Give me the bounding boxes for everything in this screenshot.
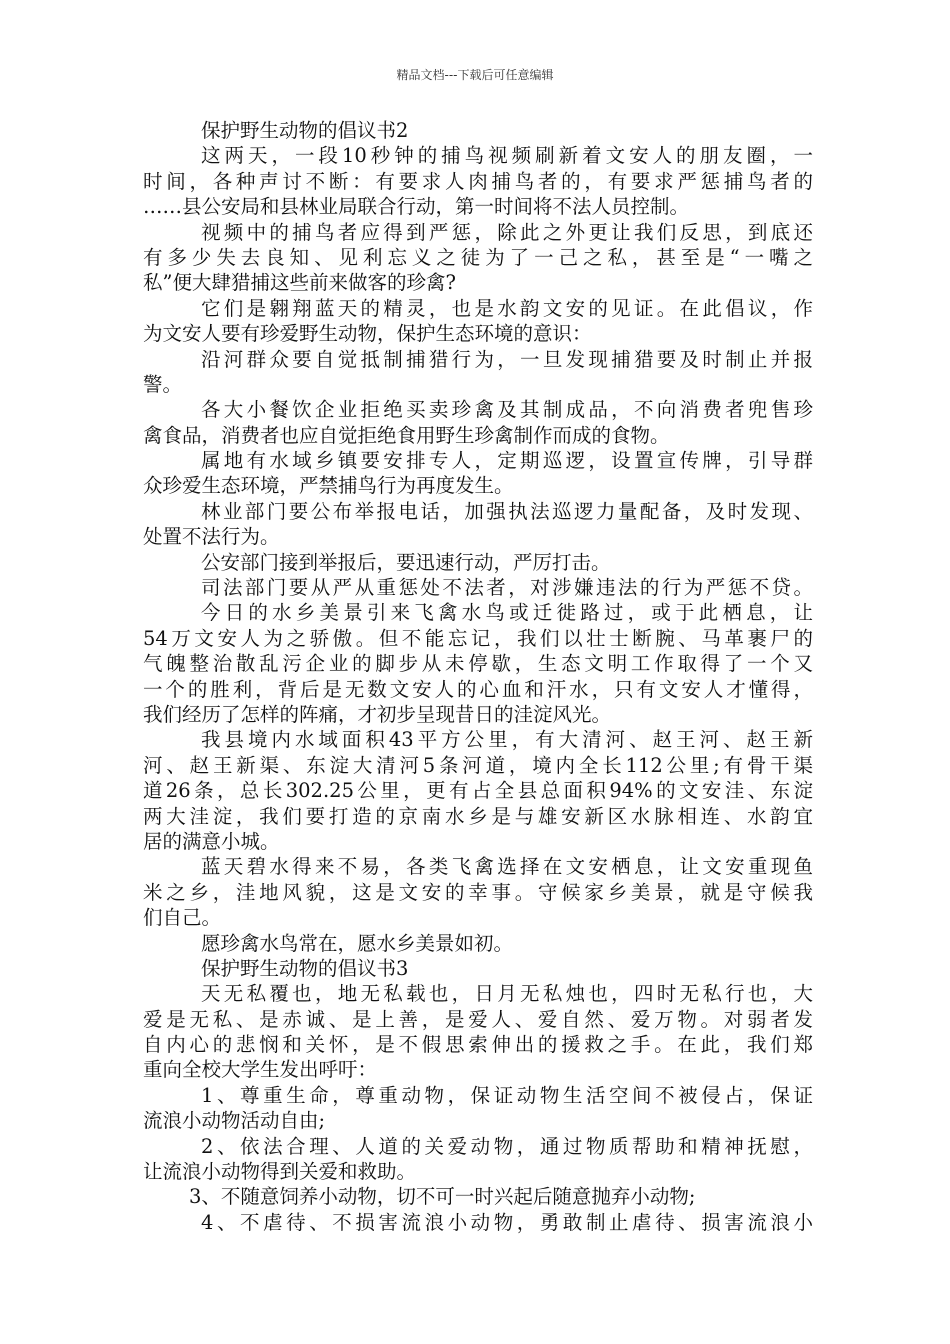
paragraph-line: 警。 (143, 372, 183, 396)
paragraph-line: 自内心的悲悯和关怀，是不假思索伸出的援救之手。在此，我们郑 (143, 1033, 813, 1057)
section-title-2: 保护野生动物的倡议书2 (201, 119, 409, 142)
paragraph-line: 蓝天碧水得来不易，各类飞禽选择在文安栖息，让文安重现鱼 (201, 855, 813, 879)
paragraph-line: 米之乡，洼地风貌，这是文安的幸事。守候家乡美景，就是守候我 (143, 880, 813, 904)
paragraph-line: 它们是翱翔蓝天的精灵，也是水韵文安的见证。在此倡议，作 (201, 296, 813, 320)
paragraph-line: 54万文安人为之骄傲。但不能忘记，我们以壮士断腕、马革裹尸的 (143, 626, 813, 650)
paragraph-line: 愿珍禽水鸟常在，愿水乡美景如初。 (201, 931, 514, 955)
paragraph-line: 为文安人要有珍爱野生动物，保护生态环境的意识： (143, 322, 592, 346)
paragraph-line: 今日的水乡美景引来飞禽水鸟或迁徙路过，或于此栖息，让 (201, 601, 813, 625)
list-item-line: 1、尊重生命，尊重动物，保证动物生活空间不被侵占，保证 (201, 1083, 813, 1107)
section-title-3: 保护野生动物的倡议书3 (201, 956, 409, 980)
paragraph-line: 我们经历了怎样的阵痛，才初步呈现昔日的洼淀风光。 (143, 702, 612, 726)
paragraph-line: 处置不法行为。 (143, 525, 280, 549)
paragraph-line: 公安部门接到举报后，要迅速行动，严厉打击。 (201, 550, 611, 574)
paragraph-line: 沿河群众要自觉抵制捕猎行为，一旦发现捕猎要及时制止并报 (201, 347, 813, 371)
paragraph-line: 一个的胜利，背后是无数文安人的心血和汗水，只有文安人才懂得， (143, 677, 813, 701)
paragraph-line: 各大小餐饮企业拒绝买卖珍禽及其制成品，不向消费者兜售珍 (201, 398, 813, 422)
list-item-line: 3、不随意饲养小动物，切不可一时兴起后随意抛弃小动物; (189, 1185, 696, 1209)
list-item-line: 4、不虐待、不损害流浪小动物，勇敢制止虐待、损害流浪小 (201, 1210, 813, 1234)
paragraph-line: 司法部门要从严从重惩处不法者，对涉嫌违法的行为严惩不贷。 (201, 576, 813, 600)
list-item-line: 2、依法合理、人道的关爱动物，通过物质帮助和精神抚慰， (201, 1134, 813, 1158)
paragraph-line: 有多少失去良知、见利忘义之徒为了一己之私，甚至是“一嘴之 (143, 245, 813, 269)
paragraph-line: 天无私覆也，地无私载也，日月无私烛也，四时无私行也，大 (201, 982, 813, 1006)
paragraph-line: 禽食品，消费者也应自觉拒绝食用野生珍禽制作而成的食物。 (143, 423, 670, 447)
list-item-line: 让流浪小动物得到关爱和救助。 (143, 1160, 417, 1184)
paragraph-line: 属地有水域乡镇要安排专人，定期巡逻，设置宣传牌，引导群 (201, 449, 813, 473)
paragraph-line: 居的满意小城。 (143, 829, 280, 853)
paragraph-line: 视频中的捕鸟者应得到严惩，除此之外更让我们反思，到底还 (201, 220, 813, 244)
paragraph-line: 两大洼淀，我们要打造的京南水乡是与雄安新区水脉相连、水韵宜 (143, 804, 813, 828)
paragraph-line: 爱是无私、是赤诚、是上善，是爱人、爱自然、爱万物。对弱者发 (143, 1007, 813, 1031)
paragraph-line: 众珍爱生态环境，严禁捕鸟行为再度发生。 (143, 474, 514, 498)
document-body (143, 118, 813, 1235)
paragraph-line: 们自己。 (143, 906, 222, 930)
paragraph-line: 我县境内水域面积43平方公里，有大清河、赵王河、赵王新 (201, 728, 813, 752)
paragraph-line: 重向全校大学生发出呼吁： (143, 1058, 378, 1082)
paragraph-line: ……县公安局和县林业局联合行动，第一时间将不法人员控制。 (143, 195, 690, 219)
paragraph-line: 这两天，一段10秒钟的捕鸟视频刷新着文安人的朋友圈，一 (201, 144, 813, 168)
paragraph-line: 道26条，总长302.25公里，更有占全县总面积94%的文安洼、东淀 (143, 779, 813, 803)
paragraph-line: 气魄整治散乱污企业的脚步从未停歇，生态文明工作取得了一个又 (143, 652, 813, 676)
paragraph-line: 私”便大肆猎捕这些前来做客的珍禽? (143, 271, 456, 295)
paragraph-line: 林业部门要公布举报电话，加强执法巡逻力量配备，及时发现、 (201, 499, 813, 523)
page-header: 精品文档---下载后可任意编辑 (396, 68, 554, 82)
list-item-line: 流浪小动物活动自由; (143, 1109, 326, 1133)
paragraph-line: 时间，各种声讨不断：有要求人肉捕鸟者的，有要求严惩捕鸟者的 (143, 169, 813, 193)
paragraph-line: 河、赵王新渠、东淀大清河5条河道，境内全长112公里;有骨干渠 (143, 753, 813, 777)
